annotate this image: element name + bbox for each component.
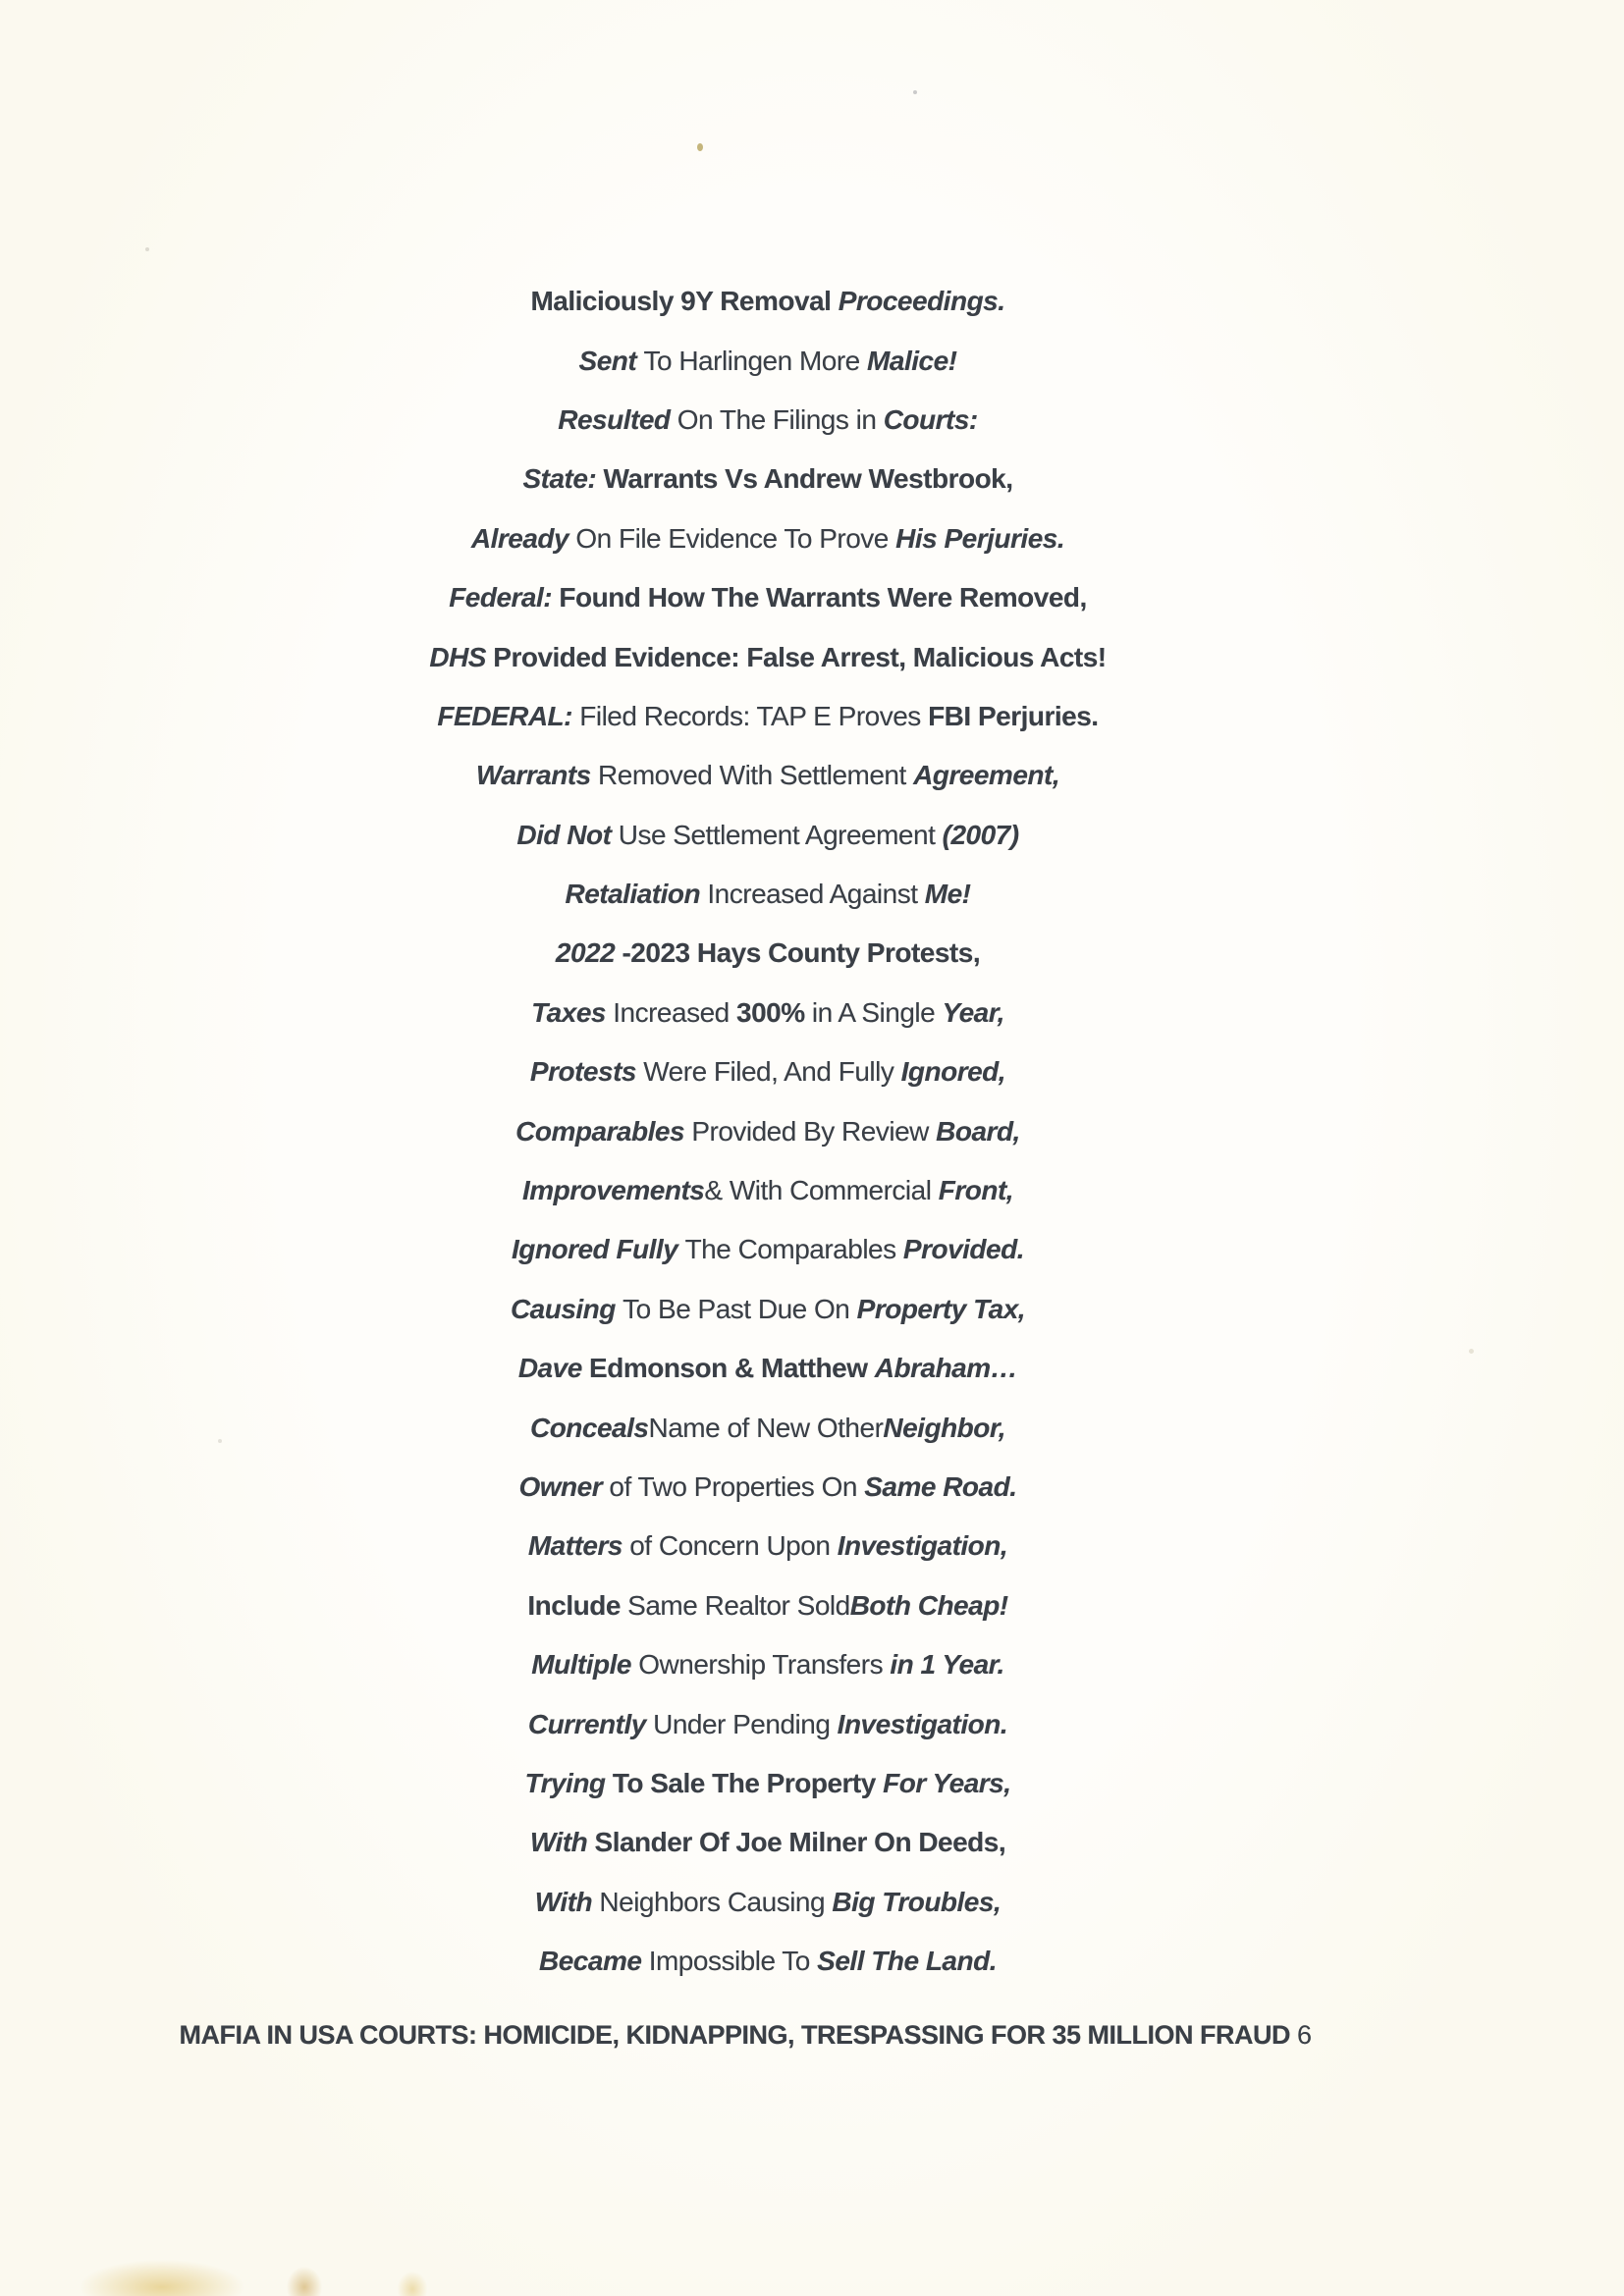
text-segment: Courts: <box>883 403 978 435</box>
text-segment: Ownership Transfers <box>638 1649 891 1681</box>
text-segment: Currently <box>527 1708 654 1739</box>
text-segment: Slander Of Joe Milner On Deeds, <box>594 1827 1006 1858</box>
text-segment: Investigation. <box>837 1708 1008 1739</box>
text-segment: With <box>529 1827 595 1858</box>
text-segment: Same Realtor Sold <box>627 1589 850 1621</box>
text-segment: With <box>534 1886 600 1917</box>
text-segment: Impossible To <box>648 1946 818 1977</box>
text-segment: Trying <box>524 1767 613 1798</box>
text-segment: Ignored, <box>900 1056 1006 1088</box>
text-segment: & With Commercial <box>704 1175 939 1206</box>
text-segment: To Sale The Property <box>612 1767 884 1798</box>
text-segment: Provided Evidence: False Arrest, Malicious Acts! <box>493 641 1107 672</box>
text-segment: Sent <box>578 345 644 376</box>
text-segment: DHS <box>429 641 494 672</box>
text-segment: of Concern Upon <box>629 1530 838 1562</box>
text-segment: Causing <box>510 1293 623 1324</box>
text-segment: (2007) <box>942 819 1019 850</box>
text-segment: Same Road. <box>864 1471 1017 1502</box>
text-segment: Sell The Land. <box>817 1946 997 1977</box>
text-segment: -2023 Hays County Protests, <box>622 937 981 969</box>
text-segment: The Comparables <box>684 1234 903 1265</box>
text-segment: FBI Perjuries. <box>928 700 1099 731</box>
text-segment: Federal: <box>449 582 560 614</box>
text-segment: of Two Properties On <box>609 1471 865 1502</box>
text-line-14 <box>0 1042 1536 1101</box>
text-line-12 <box>0 924 1536 983</box>
text-segment: in A Single <box>811 996 943 1028</box>
text-segment: Protests <box>529 1056 644 1088</box>
text-line-10 <box>0 806 1536 865</box>
text-line-26 <box>0 1754 1536 1813</box>
text-segment: Both Cheap! <box>849 1589 1008 1621</box>
text-segment: Resulted <box>558 403 677 435</box>
text-segment: Me! <box>924 879 971 910</box>
text-segment: Neighbor, <box>883 1412 1006 1443</box>
text-segment: Removed With Settlement <box>598 760 914 791</box>
text-line-5 <box>0 509 1536 568</box>
text-segment: Owner <box>518 1471 610 1502</box>
document-text-block <box>0 272 1536 1991</box>
text-line-18 <box>0 1280 1536 1339</box>
text-segment: Multiple <box>531 1649 639 1681</box>
text-segment: FEDERAL: <box>437 700 580 731</box>
text-line-7 <box>0 627 1536 686</box>
text-line-9 <box>0 746 1536 805</box>
text-segment: Conceals <box>529 1412 649 1443</box>
text-line-19 <box>0 1339 1536 1398</box>
text-segment: Provided. <box>902 1234 1024 1265</box>
text-segment: Increased Against <box>707 879 925 910</box>
text-segment: Neighbors Causing <box>599 1886 833 1917</box>
text-line-3 <box>0 391 1536 450</box>
text-segment: For Years, <box>883 1767 1011 1798</box>
text-segment: MAFIA IN USA COURTS: HOMICIDE, KIDNAPPING, TRESPASSING FOR 35 MILLION FRAUD <box>179 2020 1290 2051</box>
text-segment: Edmonson & Matthew <box>589 1353 875 1384</box>
text-line-11 <box>0 865 1536 924</box>
text-segment: Found How The Warrants Were Removed, <box>559 582 1087 614</box>
text-segment: Provided By Review <box>691 1115 937 1147</box>
text-segment: 2022 <box>555 937 623 969</box>
text-segment: in 1 Year. <box>890 1649 1004 1681</box>
text-segment: Use Settlement Agreement <box>618 819 943 850</box>
text-segment: 300% <box>736 996 812 1028</box>
text-segment: On File Evidence To Prove <box>575 522 896 554</box>
text-segment: Year, <box>942 996 1004 1028</box>
text-segment: To Be Past Due On <box>623 1293 857 1324</box>
text-segment: Increased <box>613 996 736 1028</box>
text-line-4 <box>0 450 1536 508</box>
text-segment: Under Pending <box>653 1708 838 1739</box>
text-segment: Agreement, <box>913 760 1060 791</box>
text-segment: Warrants Vs Andrew Westbrook, <box>603 463 1013 495</box>
text-line-24 <box>0 1635 1536 1694</box>
text-line-28 <box>0 1873 1536 1932</box>
text-segment: His Perjuries. <box>895 522 1065 554</box>
text-segment: Board, <box>936 1115 1020 1147</box>
text-line-6 <box>0 568 1536 627</box>
text-segment: Investigation, <box>837 1530 1008 1562</box>
text-line-8 <box>0 687 1536 746</box>
text-segment: Dave <box>517 1353 590 1384</box>
text-segment: Name of New Other <box>648 1412 884 1443</box>
text-segment: Malice! <box>867 345 957 376</box>
text-line-16 <box>0 1161 1536 1220</box>
text-segment: Ignored Fully <box>512 1234 685 1265</box>
text-segment: Were Filed, And Fully <box>643 1056 901 1088</box>
text-segment: Already <box>470 522 576 554</box>
text-line-27 <box>0 1813 1536 1872</box>
text-segment: To Harlingen More <box>643 345 868 376</box>
text-segment: Taxes <box>531 996 614 1028</box>
text-segment: Improvements <box>521 1175 705 1206</box>
text-line-20 <box>0 1398 1536 1457</box>
text-line-17 <box>0 1220 1536 1279</box>
text-line-29 <box>0 1932 1536 1991</box>
text-segment: Property Tax, <box>856 1293 1026 1324</box>
text-segment: Did Not <box>516 819 619 850</box>
text-segment: Matters <box>527 1530 630 1562</box>
text-segment: Filed Records: TAP E Proves <box>579 700 929 731</box>
text-segment: Warrants <box>475 760 599 791</box>
page-footer-line <box>0 2020 1490 2051</box>
text-segment: Retaliation <box>565 879 708 910</box>
text-line-1 <box>0 272 1536 331</box>
text-segment: Comparables <box>515 1115 692 1147</box>
text-line-23 <box>0 1576 1536 1635</box>
text-segment: Front, <box>938 1175 1014 1206</box>
text-line-22 <box>0 1517 1536 1575</box>
text-line-15 <box>0 1101 1536 1160</box>
text-segment: Abraham… <box>874 1353 1018 1384</box>
text-segment: Include <box>527 1589 628 1621</box>
text-segment: On The Filings in <box>677 403 884 435</box>
text-line-13 <box>0 984 1536 1042</box>
text-line-21 <box>0 1458 1536 1517</box>
text-line-25 <box>0 1694 1536 1753</box>
text-line-2 <box>0 331 1536 390</box>
text-segment: Big Troubles, <box>832 1886 1001 1917</box>
text-segment: Became <box>539 1946 649 1977</box>
text-segment: 6 <box>1290 2020 1312 2051</box>
text-segment: Proceedings. <box>838 286 1005 317</box>
text-segment: Maliciously 9Y Removal <box>530 286 839 317</box>
text-segment: State: <box>522 463 604 495</box>
